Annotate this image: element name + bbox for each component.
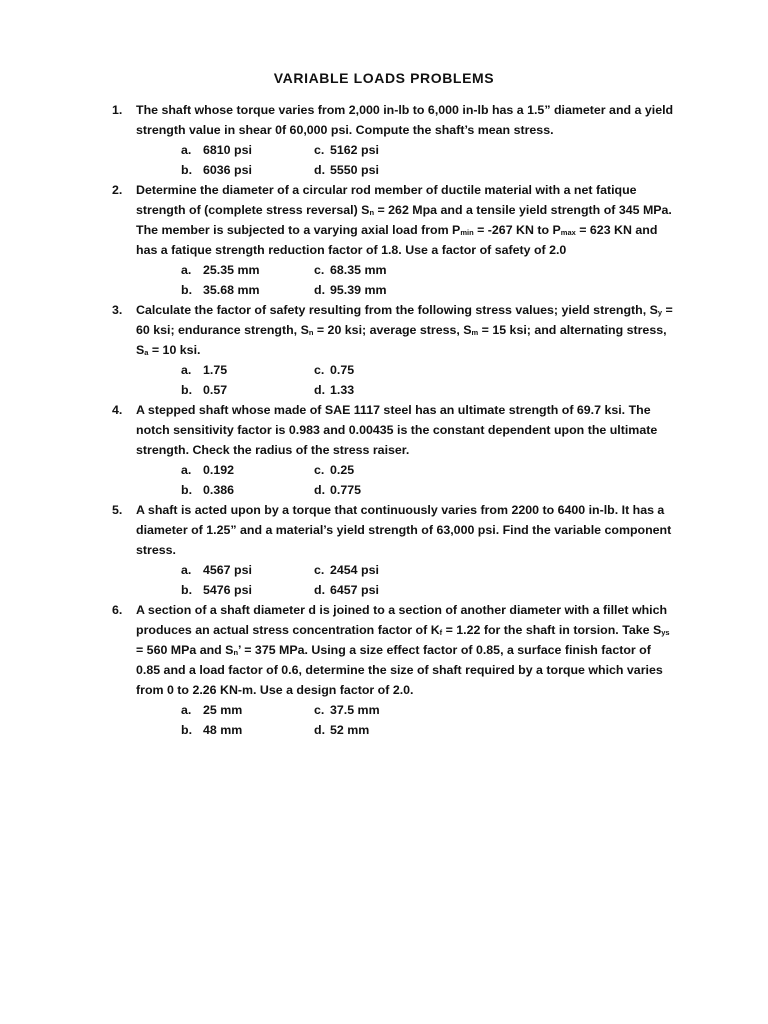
question-number: 5. [112,503,123,517]
page-title: VARIABLE LOADS PROBLEMS [273,70,495,86]
question-text-part: = 15 ksi; and alternating stress, S [136,323,667,357]
answer-options-row [0,260,768,280]
question-number: 2. [112,183,123,197]
option-letter: c. [314,463,325,477]
question-text-part: ’ = 375 MPa. Using a size effect factor of 0.85, a surface finish factor of 0.85 and a load factor of 0.6, determine the size of shaft required by a torque which varies from 0 to 2.26 KN-m. Use a design factor of 2.0. [136,643,663,697]
option-value: 48 mm [203,723,243,737]
option-letter: c. [314,563,325,577]
answer-options-row [0,140,768,160]
subscript: n [308,328,314,337]
option-letter: b. [181,383,193,397]
question-text-part: = 560 MPa and S [136,643,234,657]
option-value: 1.75 [203,363,228,377]
option-letter: d. [314,483,326,497]
question-text-part: = 623 KN and has a fatique strength reduction factor of 1.8. Use a factor of safety of 2.0 [136,223,658,257]
option-value: 52 mm [330,723,370,737]
question-item [0,180,768,260]
option-letter: b. [181,583,193,597]
option-value: 6457 psi [330,583,379,597]
option-letter: c. [314,263,325,277]
question-number: 3. [112,303,123,317]
option-letter: b. [181,283,193,297]
question-text-part: = 60 ksi; endurance strength, S [136,303,673,337]
option-value: 68.35 mm [330,263,387,277]
option-value: 1.33 [330,383,355,397]
option-letter: a. [181,143,192,157]
answer-options-row [0,480,768,500]
answer-options-row [0,560,768,580]
subscript: ys [661,628,670,637]
question-number: 1. [112,103,123,117]
option-letter: b. [181,723,193,737]
answer-options-row [0,580,768,600]
option-value: 0.192 [203,463,235,477]
answer-options-row [0,360,768,380]
option-letter: d. [314,723,326,737]
question-text-part: Determine the diameter of a circular rod member of ductile material with a net fatique strength of (complete stress reversal) S [136,183,637,217]
option-letter: b. [181,483,193,497]
option-value: 0.57 [203,383,228,397]
option-value: 0.25 [330,463,355,477]
question-text-part: = -267 KN to P [473,223,561,237]
question-text-part: A section of a shaft diameter d is joined to a section of another diameter with a fillet which produces an actual stress concentration factor of K [136,603,668,637]
option-letter: c. [314,143,325,157]
subscript: y [657,308,663,317]
option-letter: a. [181,563,192,577]
option-letter: a. [181,703,192,717]
question-text-part: The shaft whose torque varies from 2,000 in-lb to 6,000 in-lb has a 1.5” diameter and a yield strength value in shear 0f 60,000 psi. Compute the shaft’s mean stress. [136,103,674,137]
subscript: f [439,628,443,637]
question-text [136,600,676,700]
option-letter: d. [314,583,326,597]
option-value: 5162 psi [330,143,379,157]
option-value: 0.75 [330,363,355,377]
option-value: 0.386 [203,483,235,497]
option-value: 5476 psi [203,583,252,597]
option-value: 6036 psi [203,163,252,177]
subscript: max [560,228,576,237]
question-text [136,400,676,460]
question-item [0,300,768,360]
option-letter: d. [314,283,326,297]
option-value: 95.39 mm [330,283,387,297]
option-letter: a. [181,363,192,377]
option-letter: a. [181,263,192,277]
subscript: n [233,648,239,657]
question-text [136,300,676,360]
option-value: 25 mm [203,703,243,717]
question-text-part: A shaft is acted upon by a torque that continuously varies from 2200 to 6400 in-lb. It has a diameter of 1.25” and a material’s yield strength of 63,000 psi. Find the variable component stress. [136,503,672,557]
subscript: n [369,208,375,217]
question-text-part: = 10 ksi. [148,343,201,357]
option-value: 35.68 mm [203,283,260,297]
subscript: m [471,328,479,337]
answer-options-row [0,380,768,400]
option-letter: c. [314,703,325,717]
answer-options-row [0,460,768,480]
answer-options-row [0,700,768,720]
question-item [0,100,768,140]
subscript: a [144,348,149,357]
question-text-part: = 1.22 for the shaft in torsion. Take S [442,623,662,637]
question-item [0,600,768,700]
question-text-part: A stepped shaft whose made of SAE 1117 steel has an ultimate strength of 69.7 ksi. The notch sensitivity factor is 0.983 and 0.00435 is the constant dependent upon the ultimate strength. Check the radius of the stress raiser. [136,403,658,457]
option-value: 4567 psi [203,563,252,577]
option-letter: b. [181,163,193,177]
question-text-part: Calculate the factor of safety resulting from the following stress values; yield strength, S [136,303,658,317]
question-number: 4. [112,403,123,417]
option-letter: d. [314,383,326,397]
question-list [0,100,768,740]
question-text-part: = 20 ksi; average stress, S [313,323,472,337]
option-letter: c. [314,363,325,377]
answer-options-row [0,280,768,300]
option-letter: a. [181,463,192,477]
question-text [136,500,676,560]
question-text-part: = 262 Mpa and a tensile yield strength of 345 MPa. The member is subjected to a varying axial load from P [136,203,672,237]
option-value: 25.35 mm [203,263,260,277]
option-value: 37.5 mm [330,703,380,717]
question-text [136,180,676,260]
answer-options-row [0,720,768,740]
option-value: 5550 psi [330,163,379,177]
option-value: 2454 psi [330,563,379,577]
question-item [0,400,768,460]
question-number: 6. [112,603,123,617]
option-value: 6810 psi [203,143,252,157]
question-text [136,100,676,140]
option-letter: d. [314,163,326,177]
option-value: 0.775 [330,483,362,497]
question-item [0,500,768,560]
subscript: min [460,228,474,237]
answer-options-row [0,160,768,180]
